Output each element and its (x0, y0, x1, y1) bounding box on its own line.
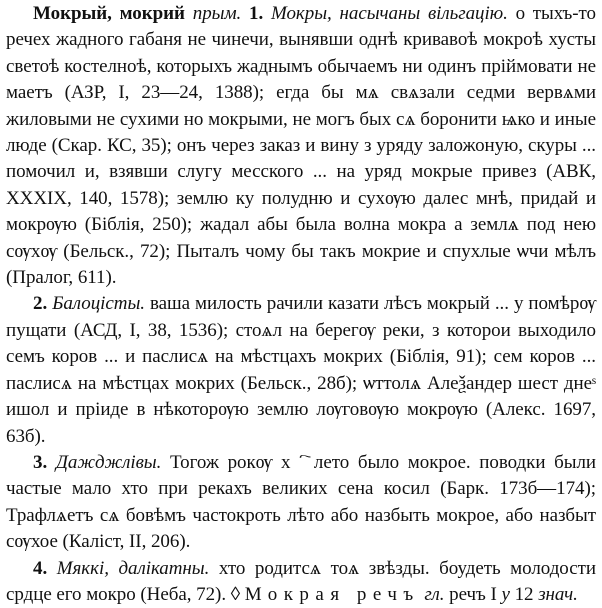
sense-citations: хто родитсѧ тоѧ звѣзды. боудеть молодости срдце его мокро (Неба, 72). (6, 557, 596, 605)
sense-2 (6, 291, 596, 449)
sense-citations: о тыхъ-то речех жадного габаня не чинечи, вынявши однѣ кривавоѣ мокроѣ хусты светоѣ костелноѣ, которыхъ жаднымъ обычаемъ ни одинъ пріймовати не маетъ (АЗР, I, 23—24, 1388); егда бы мѧ свѧзали седми вервѧми жиловыми не сухими но мокрыми, не могъ быx сѧ боронити ѩко и иные люде (Скар. КС, 35); онъ через заказ и вину з уряду заложоную, скуры ... помочил и, взявши слугу месского ... на уряд мокрые привез (АВК, XXXIX, 140, 1578); землю ку полудню и сухѹю далес мнѣ, придай и мокрѹю (Біблія, 250); жадал абы была волна мокра а землѧ под нею сѹхѹ (Бельск., 72); Пыталъ чому бы такъ мокрие и спухлые ѡчи мѣлъ (Пралог, 611). (6, 3, 596, 289)
headword: Мокрый, мокрий (33, 3, 185, 24)
sense-number: 4. (33, 557, 48, 579)
phrase-marker: ◊ (230, 583, 241, 605)
part-of-speech: прым. (192, 3, 242, 24)
sense-3 (6, 450, 596, 556)
sense-gloss: Мяккі, далікатны. (56, 557, 210, 579)
sense-1 (6, 1, 596, 291)
sense-citations: ваша милость рачили казати лѣсъ мокрый ... у помѣрѹ пущати (АСД, I, 38, 1536); стоѧл на берегѹ реки, з которои выходило семъ коров ... и паслисѧ на мѣстцахъ мокрих (Біблія, 91); сем коров ... паслисѧ на мѣстцах мокрих (Бельск., 28б); ѡттолѧ Алеѯандер шест днеˢ ишол и пріиде в нѣкоторѹю землю лѹговѹю мокрѹю (Алекс. 1697, 63б). (6, 293, 597, 447)
cross-reference-label: знач. (538, 583, 578, 605)
sense-number: 3. (33, 451, 48, 473)
cross-reference-sense: I (490, 583, 497, 605)
cross-reference-preposition: у (501, 583, 510, 605)
cross-reference-word: речъ (449, 583, 486, 605)
sense-4 (6, 556, 596, 608)
sense-number: 2. (33, 293, 48, 315)
sense-citations: Тогож рокѹ хⷩ҇ лето было мокрое. поводки были частые мало хто при рекахъ великих сена косил (Барк. 173б—174); Трафлѧетъ сѧ бовѣмъ частокроть лѣто або назбыть мокрое, або назбыт сѹхое (Каліст, II, 206). (6, 451, 597, 553)
phrase-label: гл. (424, 583, 445, 605)
dictionary-entry (6, 1, 596, 608)
sense-number: 1. (249, 3, 264, 24)
phrase: Мокрая речъ (244, 583, 420, 605)
sense-gloss: Балоцісты. (52, 293, 145, 315)
cross-reference-number: 12 (514, 583, 534, 605)
sense-gloss: Мокры, насычаны вільгацію. (270, 3, 508, 24)
sense-gloss: Дажджлівы. (55, 451, 162, 473)
